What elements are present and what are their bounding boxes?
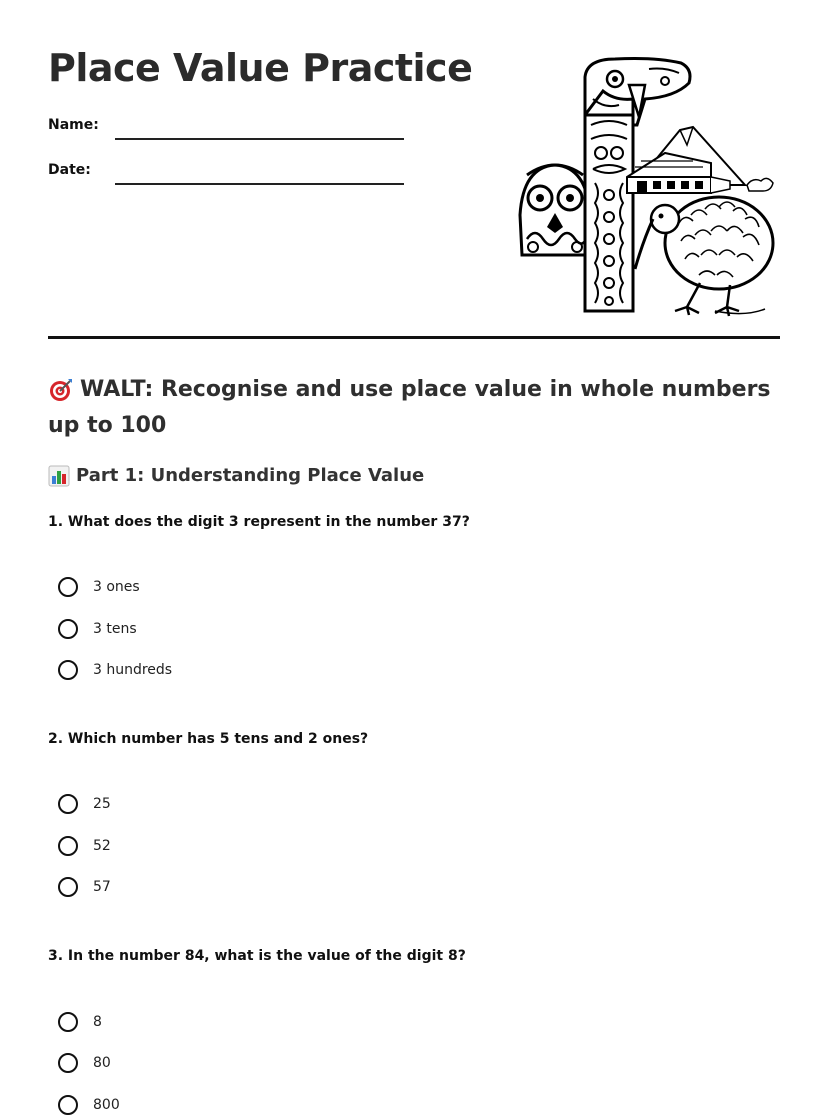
maori-kiwi-illustration — [515, 55, 780, 317]
target-icon — [48, 377, 74, 403]
option-label: 57 — [93, 879, 111, 895]
option-label: 25 — [93, 796, 111, 812]
option-label: 800 — [93, 1097, 120, 1113]
question-3-option-1[interactable] — [58, 1010, 102, 1034]
option-label: 3 ones — [93, 579, 140, 595]
question-1-option-1[interactable] — [58, 575, 140, 599]
radio-button[interactable] — [58, 1053, 78, 1073]
question-3-text: 3. In the number 84, what is the value of the digit 8? — [48, 948, 466, 964]
radio-button[interactable] — [58, 1012, 78, 1032]
radio-button[interactable] — [58, 660, 78, 680]
radio-button[interactable] — [58, 794, 78, 814]
date-label: Date: — [48, 162, 91, 178]
question-3-option-2[interactable] — [58, 1051, 111, 1075]
option-label: 52 — [93, 838, 111, 854]
name-label: Name: — [48, 117, 99, 133]
option-label: 8 — [93, 1014, 102, 1030]
page-title: Place Value Practice — [48, 46, 473, 90]
question-3 — [48, 948, 778, 1113]
walt-heading — [48, 372, 778, 444]
question-3-option-3[interactable] — [58, 1093, 120, 1117]
question-1-option-3[interactable] — [58, 658, 172, 682]
radio-button[interactable] — [58, 836, 78, 856]
question-2 — [48, 731, 778, 895]
radio-button[interactable] — [58, 877, 78, 897]
walt-text: WALT: Recognise and use place value in whole numbers up to 100 — [48, 377, 771, 438]
option-label: 3 tens — [93, 621, 137, 637]
question-1-option-2[interactable] — [58, 617, 137, 641]
question-2-option-2[interactable] — [58, 834, 111, 858]
bar-chart-icon — [48, 465, 70, 487]
question-2-text: 2. Which number has 5 tens and 2 ones? — [48, 731, 369, 747]
date-line[interactable] — [115, 183, 404, 185]
question-1 — [48, 514, 778, 678]
option-label: 3 hundreds — [93, 662, 173, 678]
question-2-option-1[interactable] — [58, 792, 111, 816]
question-1-text: 1. What does the digit 3 represent in the number 37? — [48, 514, 470, 530]
name-line[interactable] — [115, 138, 404, 140]
section-divider — [48, 336, 780, 339]
part-1-heading-text: Part 1: Understanding Place Value — [76, 465, 425, 486]
question-2-option-3[interactable] — [58, 875, 111, 899]
option-label: 80 — [93, 1055, 111, 1071]
radio-button[interactable] — [58, 1095, 78, 1115]
radio-button[interactable] — [58, 577, 78, 597]
radio-button[interactable] — [58, 619, 78, 639]
part-1-heading — [48, 465, 424, 487]
